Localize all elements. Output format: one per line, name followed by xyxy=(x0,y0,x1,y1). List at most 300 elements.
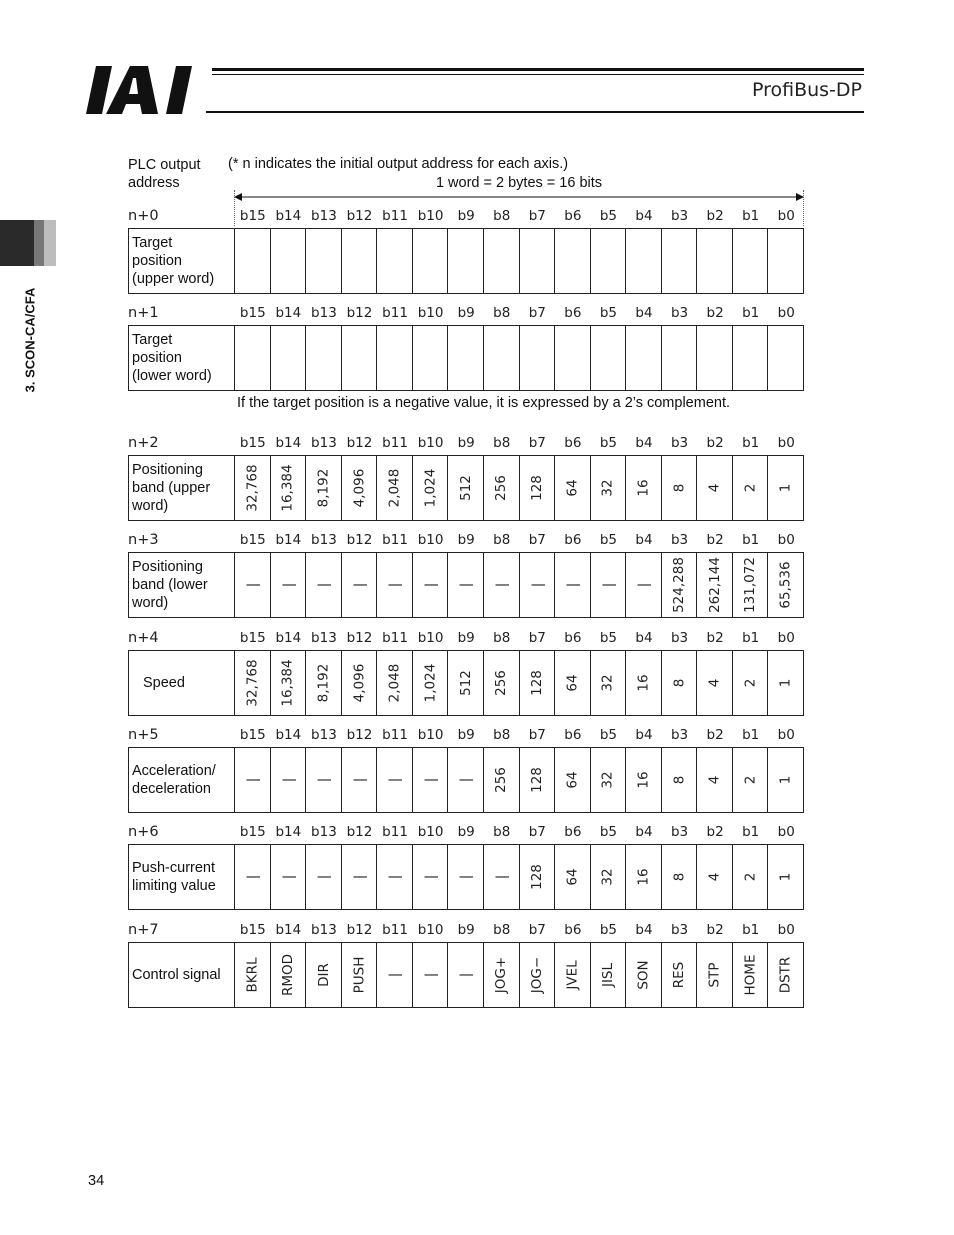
bit-value: STP xyxy=(706,962,723,988)
bit-label: b7 xyxy=(528,208,546,224)
bit-value: 524,288 xyxy=(671,557,688,613)
bit-cell xyxy=(342,651,378,715)
bit-cell xyxy=(413,943,449,1007)
bit-label: b0 xyxy=(777,435,795,451)
bit-label: b7 xyxy=(528,305,546,321)
bit-cell xyxy=(697,456,733,520)
bit-label: b14 xyxy=(275,630,302,646)
register-row xyxy=(128,942,804,1008)
bit-value: 131,072 xyxy=(742,557,759,613)
bit-cell xyxy=(733,326,769,390)
bit-value: 16 xyxy=(635,479,652,497)
bit-label: b14 xyxy=(275,727,302,743)
bit-cell xyxy=(484,229,520,293)
bit-value: JOG+ xyxy=(493,956,510,994)
bit-cell xyxy=(448,845,484,909)
bit-label: b10 xyxy=(417,922,444,938)
bit-label: b3 xyxy=(670,824,689,840)
bit-value: 2 xyxy=(742,678,759,688)
register-section xyxy=(128,922,804,1008)
bit-cell xyxy=(626,326,662,390)
bit-value: 16 xyxy=(635,868,652,886)
bit-value: | xyxy=(457,972,474,978)
bit-value: | xyxy=(493,582,510,588)
bit-cell xyxy=(733,651,769,715)
bit-cell xyxy=(306,845,342,909)
bit-cell xyxy=(626,748,662,812)
bit-cell xyxy=(768,229,803,293)
bit-value: 64 xyxy=(564,771,581,789)
bit-value: | xyxy=(422,777,439,783)
bit-cell xyxy=(342,326,378,390)
bit-value: | xyxy=(244,874,261,880)
bit-value: | xyxy=(564,582,581,588)
bit-value: | xyxy=(315,874,332,880)
bit-cells xyxy=(235,845,803,909)
bit-cell xyxy=(768,651,803,715)
bit-label: b10 xyxy=(417,208,444,224)
bit-label: b1 xyxy=(742,922,760,938)
bit-value: | xyxy=(279,874,296,880)
bit-cell xyxy=(591,845,627,909)
bit-cell xyxy=(377,748,413,812)
bit-label: b4 xyxy=(635,435,653,451)
bit-cell xyxy=(626,456,662,520)
page-number: 34 xyxy=(88,1173,105,1189)
bit-value: 4 xyxy=(706,483,723,493)
bit-label: b10 xyxy=(417,727,444,743)
bit-cell xyxy=(306,651,342,715)
bit-label: b8 xyxy=(493,208,511,224)
bit-label: b9 xyxy=(457,208,475,224)
bit-label: b11 xyxy=(382,922,408,938)
bit-value: SON xyxy=(635,960,652,990)
bit-cell xyxy=(235,229,271,293)
bit-cell xyxy=(342,229,378,293)
bit-label: b15 xyxy=(239,727,266,743)
bit-label: b9 xyxy=(457,630,475,646)
bit-label: b5 xyxy=(599,727,617,743)
bit-cell xyxy=(484,326,520,390)
bit-cell xyxy=(271,326,307,390)
bit-value: | xyxy=(635,582,652,588)
bit-label: b0 xyxy=(777,630,795,646)
register-name: Push-current limiting value xyxy=(129,845,235,909)
bit-label: b7 xyxy=(528,727,546,743)
bit-value: 16 xyxy=(635,674,652,692)
bit-label: b9 xyxy=(457,824,475,840)
register-address: n+3 xyxy=(128,532,159,548)
bit-header-row xyxy=(235,435,804,451)
bit-label: b14 xyxy=(275,208,302,224)
bit-label: b2 xyxy=(706,824,724,840)
bit-cell xyxy=(448,748,484,812)
register-address: n+6 xyxy=(128,824,159,840)
bit-cell xyxy=(342,845,378,909)
bit-label: b13 xyxy=(311,208,337,224)
bit-label: b3 xyxy=(670,305,689,321)
bit-cell xyxy=(306,748,342,812)
bit-value: 8 xyxy=(671,678,688,688)
bit-label: b1 xyxy=(742,824,760,840)
bit-cell xyxy=(555,651,591,715)
register-address: n+4 xyxy=(128,630,159,646)
bit-label: b10 xyxy=(417,532,444,548)
bit-label: b3 xyxy=(670,630,689,646)
bit-label: b8 xyxy=(493,824,511,840)
bit-label: b5 xyxy=(599,305,617,321)
bit-label: b12 xyxy=(346,532,373,548)
bit-label: b15 xyxy=(239,435,266,451)
bit-label: b0 xyxy=(777,208,795,224)
bit-cell xyxy=(342,553,378,617)
bit-value: | xyxy=(315,777,332,783)
bit-cell xyxy=(520,229,556,293)
bit-value: JISL xyxy=(599,962,616,988)
bit-label: b1 xyxy=(742,435,760,451)
bit-cell xyxy=(768,326,803,390)
bit-cell xyxy=(733,229,769,293)
bit-cell xyxy=(235,326,271,390)
bit-label: b4 xyxy=(635,727,653,743)
bit-label: b10 xyxy=(417,305,444,321)
bit-cell xyxy=(768,845,803,909)
bit-value: RES xyxy=(671,961,688,989)
register-section xyxy=(128,824,804,910)
bit-cell xyxy=(271,845,307,909)
register-row xyxy=(128,844,804,910)
bit-cell xyxy=(768,748,803,812)
register-name: Target position (upper word) xyxy=(129,229,235,293)
bit-cell xyxy=(591,326,627,390)
bit-header-row xyxy=(235,532,804,548)
bit-cell xyxy=(662,456,698,520)
bit-cell xyxy=(733,943,769,1007)
bit-value: DIR xyxy=(315,963,332,987)
bit-label: b2 xyxy=(706,435,724,451)
bit-cell xyxy=(662,651,698,715)
bit-value: | xyxy=(244,777,261,783)
bit-label: b1 xyxy=(742,208,760,224)
bit-value: 4,096 xyxy=(350,663,367,703)
address-note: (* n indicates the initial output address for each axis.) xyxy=(228,156,569,172)
bit-value: | xyxy=(493,874,510,880)
bit-label: b4 xyxy=(635,824,653,840)
bit-cell xyxy=(306,553,342,617)
bit-label: b3 xyxy=(670,435,689,451)
bit-value: 4 xyxy=(706,678,723,688)
bit-cell xyxy=(448,456,484,520)
bit-cell xyxy=(591,456,627,520)
bit-cell xyxy=(733,748,769,812)
bit-cell xyxy=(626,845,662,909)
bit-cell xyxy=(591,229,627,293)
bit-label: b14 xyxy=(275,922,302,938)
bit-label: b13 xyxy=(311,305,337,321)
register-section xyxy=(128,727,804,813)
bit-cell xyxy=(733,553,769,617)
bit-cell xyxy=(662,553,698,617)
bit-label: b15 xyxy=(239,208,266,224)
bit-label: b2 xyxy=(706,305,724,321)
bit-label: b8 xyxy=(493,727,511,743)
bit-cell xyxy=(377,326,413,390)
bit-value: 2 xyxy=(742,872,759,882)
bit-value: | xyxy=(279,582,296,588)
bit-cell xyxy=(448,229,484,293)
bit-cell xyxy=(413,748,449,812)
bit-cell xyxy=(697,748,733,812)
bit-cell xyxy=(235,748,271,812)
bit-value: | xyxy=(422,874,439,880)
bit-value: 1,024 xyxy=(422,468,439,508)
register-row xyxy=(128,228,804,294)
bit-value: 32,768 xyxy=(244,464,261,512)
bit-label: b1 xyxy=(742,630,760,646)
bit-value: 32 xyxy=(599,868,616,886)
bit-value: 8 xyxy=(671,483,688,493)
bit-cell xyxy=(235,651,271,715)
bit-label: b8 xyxy=(493,532,511,548)
bit-label: b3 xyxy=(670,532,689,548)
register-row xyxy=(128,455,804,521)
bit-cell xyxy=(413,651,449,715)
bit-cell xyxy=(697,553,733,617)
bit-cell xyxy=(555,943,591,1007)
bit-label: b9 xyxy=(457,435,475,451)
bit-value: | xyxy=(599,582,616,588)
bit-cell xyxy=(662,229,698,293)
bit-cells xyxy=(235,229,803,293)
bit-value: 1 xyxy=(777,678,794,688)
register-address: n+0 xyxy=(128,208,159,224)
bit-value: 32 xyxy=(599,674,616,692)
bit-value: | xyxy=(457,874,474,880)
bit-label: b14 xyxy=(275,532,302,548)
logo-text: IAI xyxy=(86,64,88,65)
bit-cell xyxy=(520,845,556,909)
bit-label: b5 xyxy=(599,208,617,224)
word-span-arrow xyxy=(234,191,804,203)
bit-value: 64 xyxy=(564,868,581,886)
bit-cell xyxy=(768,943,803,1007)
bit-label: b13 xyxy=(311,630,337,646)
header-rule-top xyxy=(212,68,864,71)
bit-value: | xyxy=(528,582,545,588)
bit-value: 8 xyxy=(671,775,688,785)
bit-cell xyxy=(555,845,591,909)
bit-label: b8 xyxy=(493,922,511,938)
bit-cell xyxy=(520,326,556,390)
bit-value: 128 xyxy=(528,864,545,890)
bit-value: | xyxy=(315,582,332,588)
bit-cell xyxy=(768,553,803,617)
bit-cell xyxy=(377,651,413,715)
chapter-label: 3. SCON-CA/CFA xyxy=(22,287,38,393)
bit-value: | xyxy=(350,777,367,783)
bit-label: b13 xyxy=(311,824,337,840)
bit-cells xyxy=(235,456,803,520)
bit-label: b10 xyxy=(417,824,444,840)
bit-label: b12 xyxy=(346,435,373,451)
bit-cell xyxy=(271,456,307,520)
bit-cell xyxy=(484,553,520,617)
bit-value: 8,192 xyxy=(315,663,332,703)
bit-label: b10 xyxy=(417,435,444,451)
bit-label: b5 xyxy=(599,922,617,938)
bit-cell xyxy=(413,326,449,390)
plc-output-label: PLC output address xyxy=(128,157,201,191)
bit-label: b13 xyxy=(311,922,337,938)
bit-label: b12 xyxy=(346,630,373,646)
bit-cell xyxy=(662,943,698,1007)
bit-label: b8 xyxy=(493,630,511,646)
bit-label: b9 xyxy=(457,922,475,938)
bit-label: b15 xyxy=(239,922,266,938)
bit-label: b4 xyxy=(635,922,653,938)
bit-value: 128 xyxy=(528,475,545,501)
bit-cell xyxy=(591,553,627,617)
header-rule-bottom xyxy=(206,111,864,113)
bit-cell xyxy=(591,943,627,1007)
register-row xyxy=(128,552,804,618)
bit-label: b11 xyxy=(382,727,408,743)
bit-cell xyxy=(591,748,627,812)
register-name: Acceleration/ deceleration xyxy=(129,748,235,812)
bit-cell xyxy=(484,845,520,909)
bit-header-row xyxy=(235,727,804,743)
bit-cell xyxy=(520,943,556,1007)
bit-cell xyxy=(662,326,698,390)
bit-label: b7 xyxy=(528,630,546,646)
bit-label: b6 xyxy=(564,630,582,646)
bit-label: b6 xyxy=(564,922,582,938)
bit-cell xyxy=(733,456,769,520)
bit-cell xyxy=(520,651,556,715)
bit-value: 16,384 xyxy=(279,659,296,707)
bit-cell xyxy=(377,456,413,520)
bit-label: b4 xyxy=(635,208,653,224)
bit-label: b12 xyxy=(346,208,373,224)
bit-label: b2 xyxy=(706,630,724,646)
bit-cells xyxy=(235,748,803,812)
bit-label: b8 xyxy=(493,435,511,451)
bit-value: 4 xyxy=(706,775,723,785)
bit-value: 32 xyxy=(599,771,616,789)
bit-value: | xyxy=(350,874,367,880)
bit-value: PUSH xyxy=(350,956,367,994)
bit-cell xyxy=(448,553,484,617)
register-section xyxy=(128,305,804,391)
bit-cell xyxy=(413,456,449,520)
bit-cell xyxy=(484,943,520,1007)
bit-label: b5 xyxy=(599,435,617,451)
chapter-tab-light xyxy=(44,220,56,266)
bit-value: 64 xyxy=(564,479,581,497)
register-section xyxy=(128,630,804,716)
bit-value: 128 xyxy=(528,767,545,793)
bit-cell xyxy=(697,943,733,1007)
bit-cell xyxy=(733,845,769,909)
bit-label: b11 xyxy=(382,630,408,646)
bit-value: | xyxy=(386,874,403,880)
bit-cell xyxy=(271,943,307,1007)
bit-label: b0 xyxy=(777,727,795,743)
bit-value: | xyxy=(422,582,439,588)
bit-cell xyxy=(626,229,662,293)
bit-label: b1 xyxy=(742,305,760,321)
bit-cell xyxy=(768,456,803,520)
bit-label: b6 xyxy=(564,305,582,321)
bit-label: b7 xyxy=(528,435,546,451)
bit-cell xyxy=(520,553,556,617)
bit-cell xyxy=(413,229,449,293)
bit-value: 64 xyxy=(564,674,581,692)
bit-value: | xyxy=(386,777,403,783)
bit-cell xyxy=(271,748,307,812)
bit-cell xyxy=(662,845,698,909)
bit-value: 4 xyxy=(706,872,723,882)
bit-label: b1 xyxy=(742,532,760,548)
bit-label: b0 xyxy=(777,305,795,321)
bit-label: b3 xyxy=(670,922,689,938)
bit-label: b6 xyxy=(564,435,582,451)
bit-value: 128 xyxy=(528,670,545,696)
bit-cell xyxy=(342,456,378,520)
bit-value: 32 xyxy=(599,479,616,497)
bit-label: b13 xyxy=(311,435,337,451)
bit-value: | xyxy=(457,777,474,783)
bit-label: b2 xyxy=(706,727,724,743)
bit-label: b11 xyxy=(382,305,408,321)
negative-value-note: If the target position is a negative value, it is expressed by a 2’s complement. xyxy=(237,395,730,411)
bit-value: 1,024 xyxy=(422,663,439,703)
bit-label: b12 xyxy=(346,305,373,321)
bit-cell xyxy=(306,456,342,520)
bit-cells xyxy=(235,651,803,715)
bit-value: | xyxy=(457,582,474,588)
register-section xyxy=(128,208,804,294)
bit-cell xyxy=(662,748,698,812)
register-name: Positioning band (lower word) xyxy=(129,553,235,617)
bit-value: 256 xyxy=(493,670,510,696)
bit-label: b7 xyxy=(528,532,546,548)
bit-value: 2 xyxy=(742,483,759,493)
bit-label: b2 xyxy=(706,922,724,938)
bit-cell xyxy=(626,651,662,715)
bit-cell xyxy=(271,553,307,617)
bit-label: b8 xyxy=(493,305,511,321)
bit-cell xyxy=(377,845,413,909)
register-name: Control signal xyxy=(129,943,235,1007)
bit-cell xyxy=(377,553,413,617)
bit-label: b11 xyxy=(382,532,408,548)
bit-label: b14 xyxy=(275,824,302,840)
bit-label: b4 xyxy=(635,532,653,548)
bit-label: b10 xyxy=(417,630,444,646)
bit-header-row xyxy=(235,824,804,840)
bit-label: b15 xyxy=(239,532,266,548)
bit-label: b3 xyxy=(670,208,689,224)
bit-cells xyxy=(235,326,803,390)
bit-label: b2 xyxy=(706,208,724,224)
bit-label: b11 xyxy=(382,208,408,224)
bit-cell xyxy=(448,651,484,715)
bit-label: b12 xyxy=(346,824,373,840)
bit-value: 512 xyxy=(457,475,474,501)
bit-cell xyxy=(484,748,520,812)
bit-label: b9 xyxy=(457,305,475,321)
